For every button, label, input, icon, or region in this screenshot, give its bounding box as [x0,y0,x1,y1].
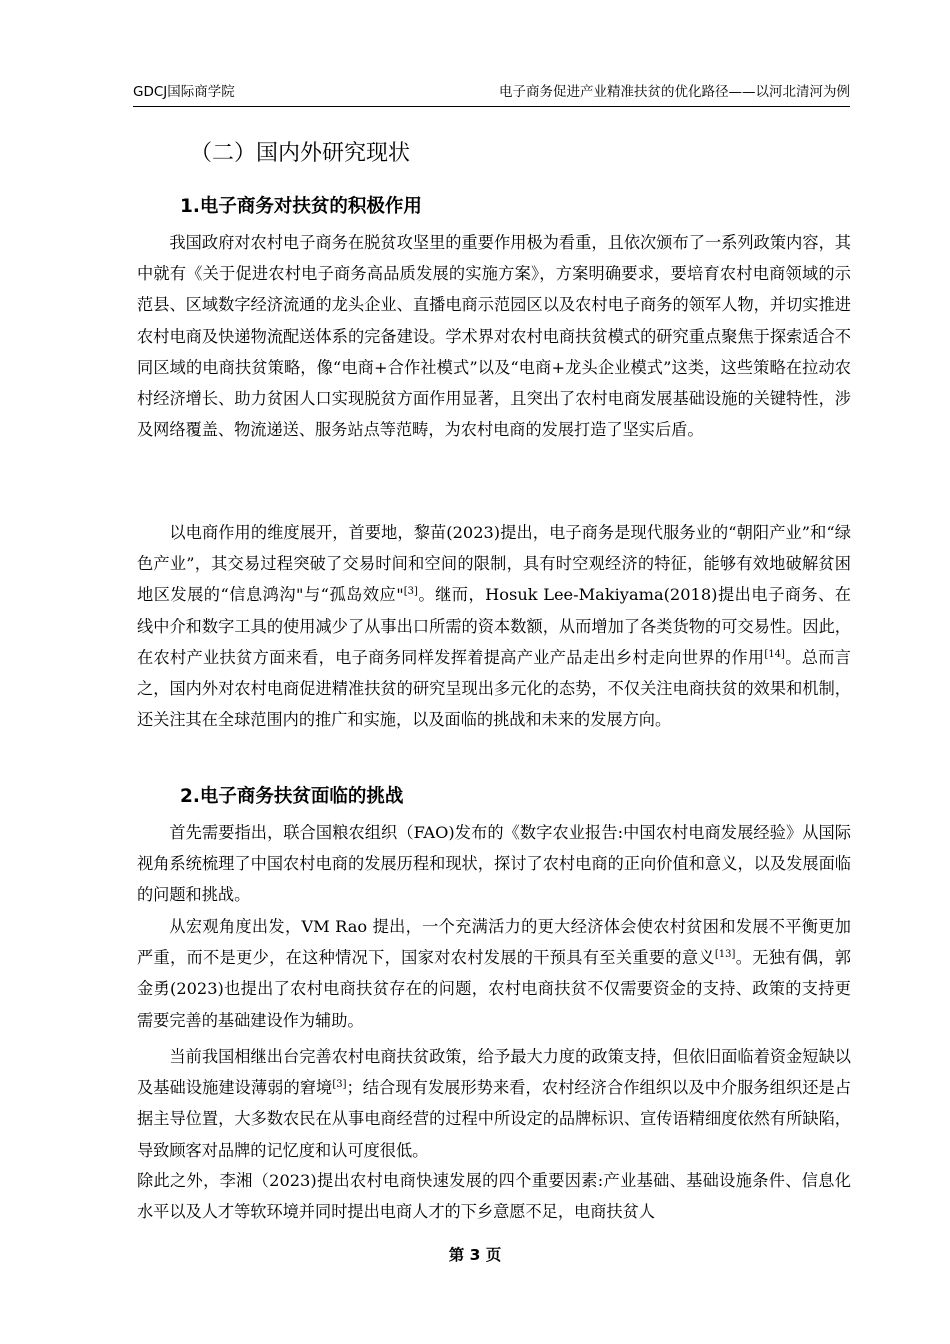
citation-ref: [3] [403,586,418,598]
citation-ref: [14] [764,648,785,660]
subsection-heading-2: 2.电子商务扶贫面临的挑战 [180,786,404,807]
paragraph-6: 除此之外，李湘（2023)提出农村电商快速发展的四个重要因素:产业基础、基础设施条件、信息化水平以及人才等软环境并同时提出电商人才的下乡意愿不足，电商扶贫人 [137,1171,851,1222]
paragraph-2 [137,517,851,735]
paragraph-3: 首先需要指出，联合国粮农组织（FAO)发布的《数字农业报告:中国农村电商发展经验》从国际视角系统梳理了中国农村电商的发展历程和现状，探讨了农村电商的正向价值和意义，以及发展面临的问题和挑战。 [137,823,851,905]
citation-ref: [3] [332,1079,347,1091]
citation-ref: [13] [714,949,736,961]
paragraph-4-part-b: 。无独有偶，郭金勇(2023)也提出了农村电商扶贫存在的问题，农村电商扶贫不仅需要资金的支持、政策的支持更需要完善的基础建设作为辅助。 [137,948,851,1030]
paragraph-5 [137,1041,851,1166]
header-paper-title: 电子商务促进产业精准扶贫的优化路径——以河北清河为例 [499,84,850,100]
paragraph-5-part-a: 当前我国相继出台完善农村电商扶贫政策，给予最大力度的政策支持，但依旧面临着资金短缺以及基础设施建设薄弱的窘境 [137,1047,851,1098]
paragraph-2-part-b: 。继而，Hosuk Lee-Makiyama(2018)提出电子商务、在线中介和数字工具的使用减少了从事出口所需的资本数额，从而增加了各类货物的可交易性。因此，在农村产业扶贫方面来看，电子商务同样发挥着提高产业产品走出乡村走向世界的作用 [137,585,851,667]
paragraph-5-part-b: ；结合现有发展形势来看，农村经济合作组织以及中介服务组织还是占据主导位置，大多数农民在从事电商经营的过程中所设定的品牌标识、宣传语精细度依然有所缺陷，导致顾客对品牌的记忆度和认可度很低。 [137,1078,851,1160]
paragraph-2-part-a: 以电商作用的维度展开，首要地，黎苗(2023)提出，电子商务是现代服务业的“朝阳产业”和“绿色产业”，其交易过程突破了交易时间和空间的限制，具有时空观经济的特征，能够有效地破解贫困地区发展的“信息鸿沟"与“孤岛效应" [137,523,851,605]
page-header [133,76,850,107]
header-institution: GDCJ国际商学院 [133,84,235,100]
paragraph-1: 我国政府对农村电子商务在脱贫攻坚里的重要作用极为看重，且依次颁布了一系列政策内容，其中就有《关于促进农村电子商务高品质发展的实施方案》，方案明确要求，要培育农村电商领域的示范县、区域数字经济流通的龙头企业、直播电商示范园区以及农村电子商务的领军人物，并切实推进农村电商及快递物流配送体系的完备建设。学术界对农村电商扶贫模式的研究重点聚焦于探索适合不同区域的电商扶贫策略，像“电商+合作社模式”以及“电商+龙头企业模式”这类，这些策略在拉动农村经济增长、助力贫困人口实现脱贫方面作用显著，且突出了农村电商发展基础设施的关键特性，涉及网络覆盖、物流递送、服务站点等范畴，为农村电商的发展打造了坚实后盾。 [137,233,851,440]
paragraph-4-part-a: 从宏观角度出发，VM Rao 提出，一个充满活力的更大经济体会使农村贫困和发展不平衡更加严重，而不是更少，在这种情况下，国家对农村发展的干预具有至关重要的意义 [137,917,851,968]
section-title: （二）国内外研究现状 [190,141,411,166]
page-number: 第 3 页 [448,1246,502,1264]
paragraph-2-part-c: 。总而言之，国内外对农村电商促进精准扶贫的研究呈现出多元化的态势，不仅关注电商扶贫的效果和机制，还关注其在全球范围内的推广和实施，以及面临的挑战和未来的发展方向。 [137,647,851,730]
subsection-heading-1: 1.电子商务对扶贫的积极作用 [180,196,422,217]
paragraph-4 [137,911,851,1036]
